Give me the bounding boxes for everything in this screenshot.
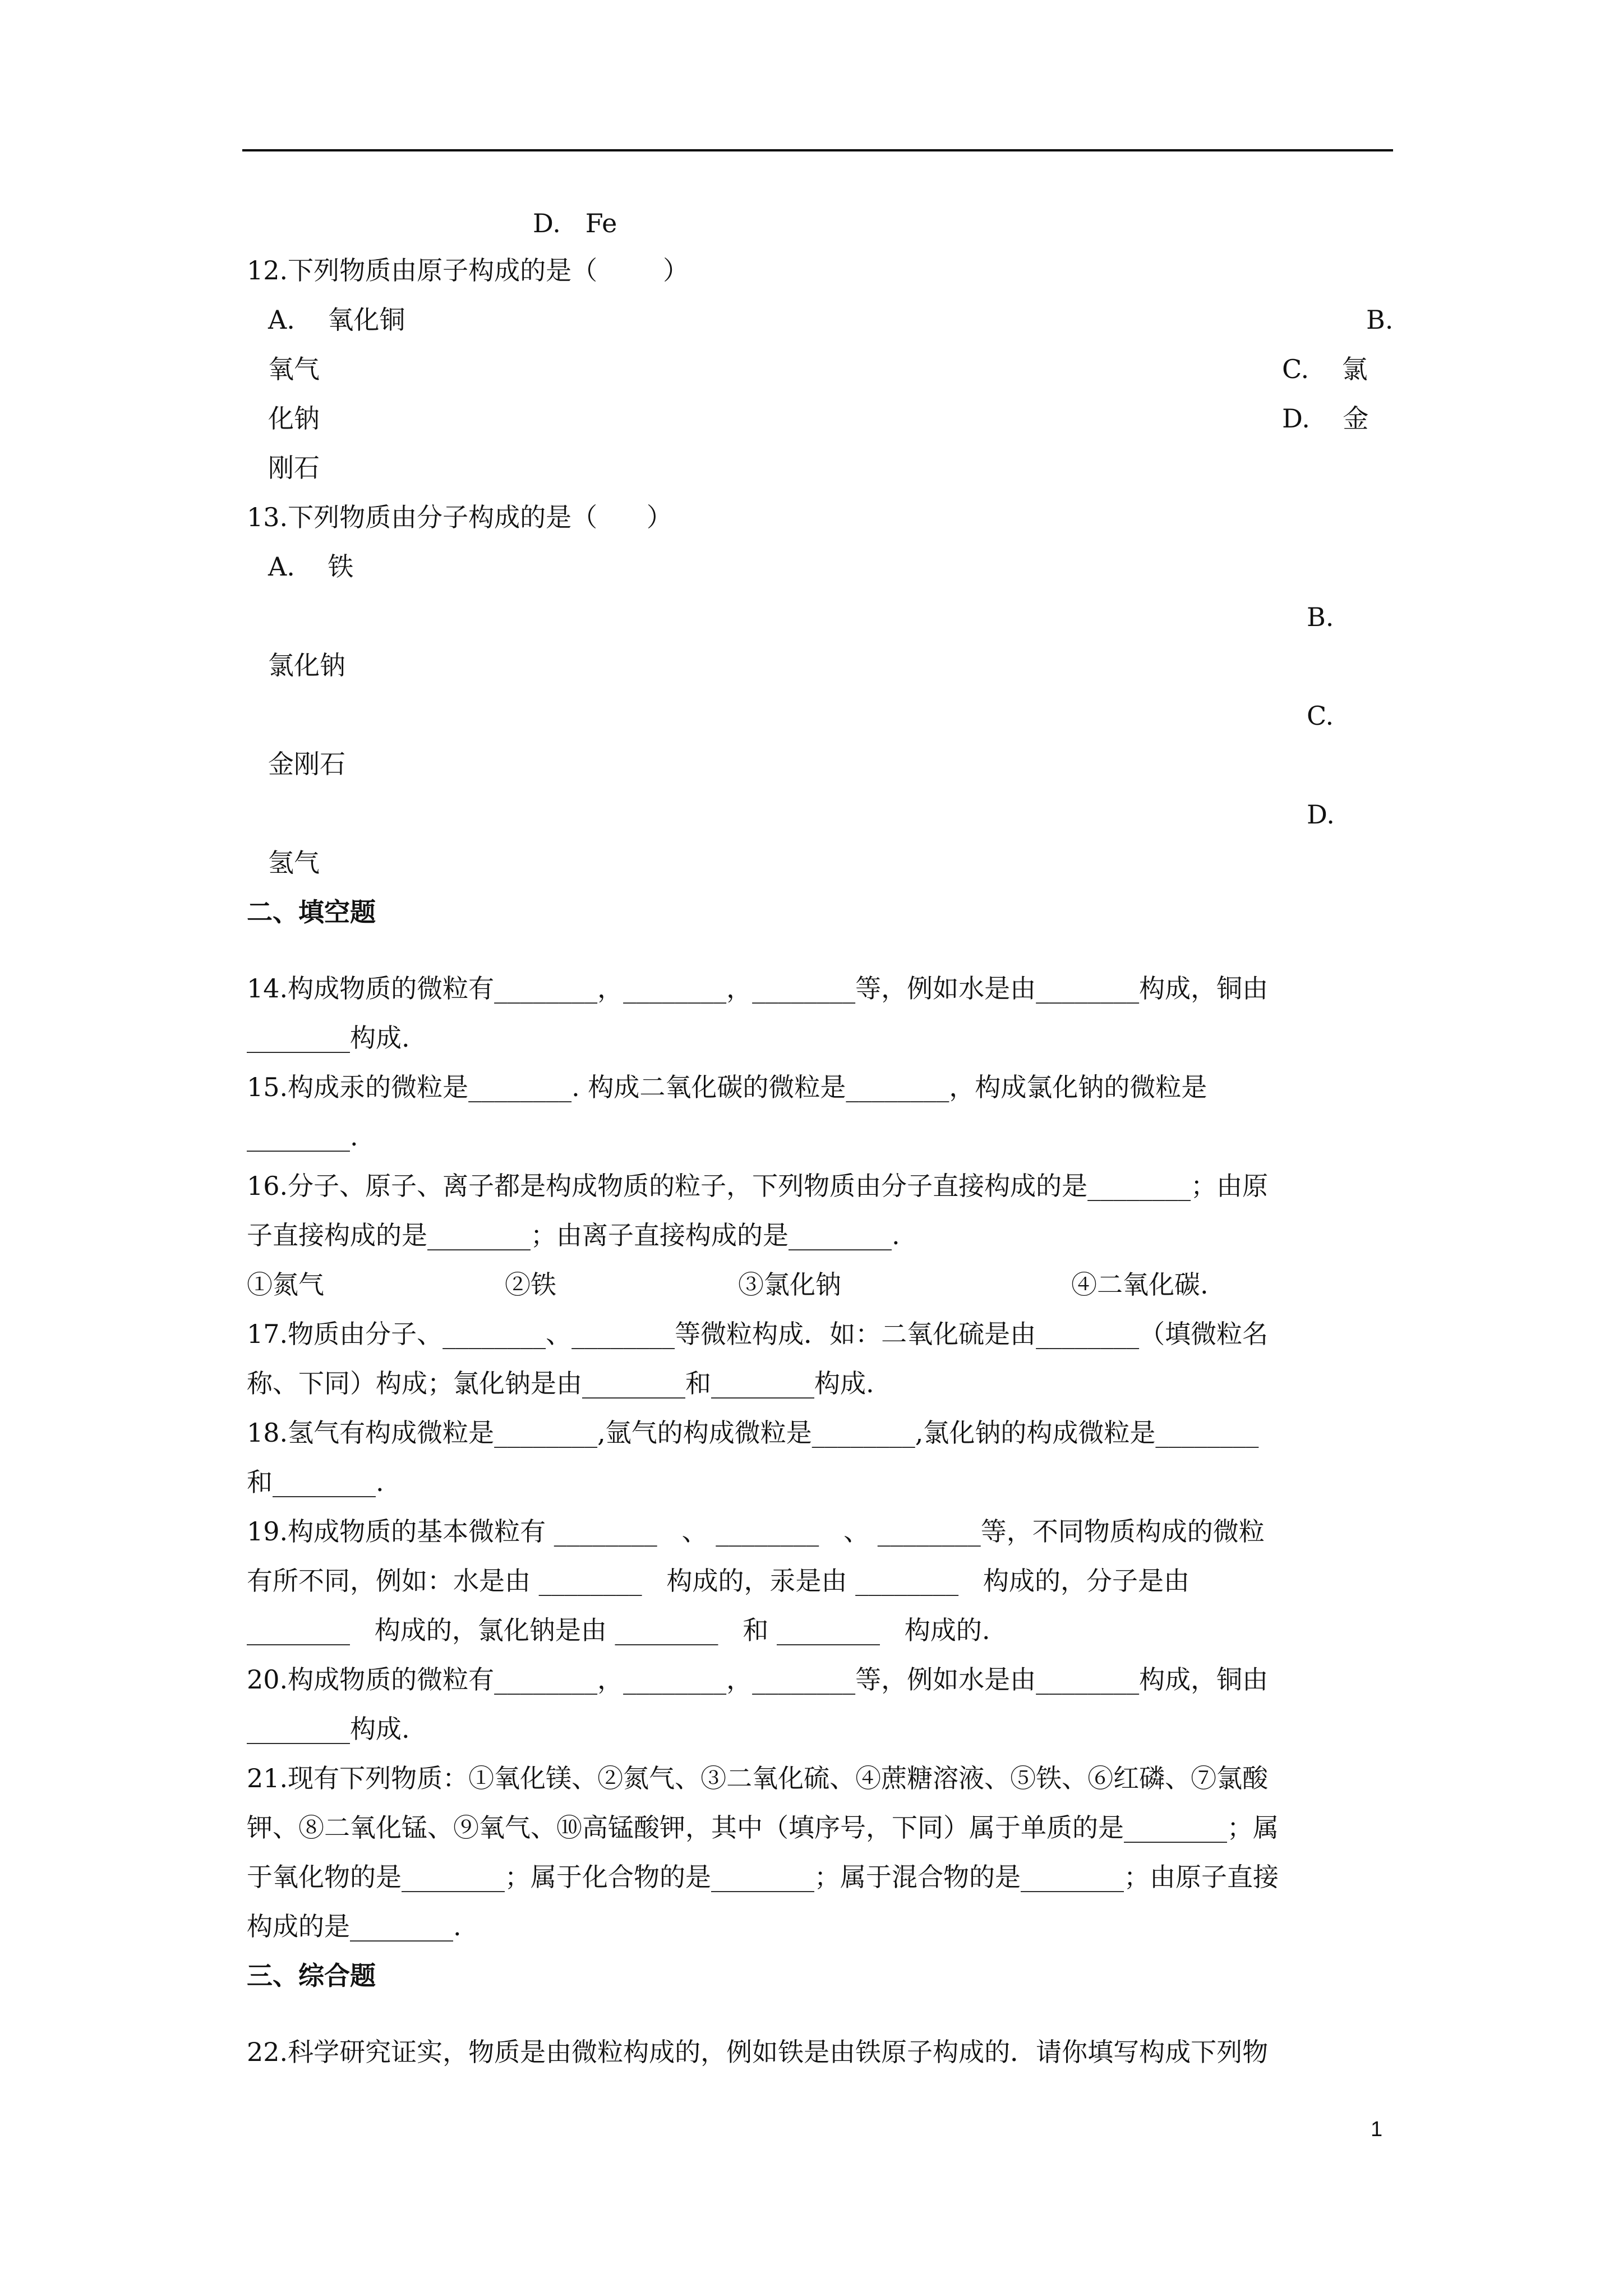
- page-number: 1: [1371, 2118, 1383, 2141]
- q21-line-2: 钾、⑧二氧化锰、⑨氧气、⑩高锰酸钾，其中（填序号，下同）属于单质的是________；属: [247, 1812, 1279, 1843]
- q12-option-c-text: 化钠: [268, 403, 320, 434]
- q14-line-2: ________构成.: [247, 1023, 410, 1053]
- q13-option-b-label: B.: [1307, 602, 1334, 632]
- q18-line-2: 和________.: [247, 1467, 384, 1497]
- q21-line-3: 于氧化物的是________；属于化合物的是________；属于混合物的是________；由原子直接: [247, 1862, 1279, 1892]
- q22-line-1: 22.科学研究证实，物质是由微粒构成的，例如铁是由铁原子构成的．请你填写构成下列物: [247, 2037, 1269, 2067]
- q13-stem: 13.下列物质由分子构成的是（ ）: [247, 502, 672, 532]
- q13-option-d-label: D.: [1307, 799, 1335, 830]
- q16-option-3: ③氯化钠: [738, 1269, 841, 1300]
- q13-option-b-text: 氯化钠: [268, 650, 345, 680]
- q12-option-c-label: C. 氯: [1282, 354, 1368, 384]
- q19-line-1: 19.构成物质的基本微粒有 ________ 、 ________ 、 ________等，不同物质构成的微粒: [247, 1516, 1265, 1547]
- q12-option-d-text: 刚石: [268, 453, 320, 483]
- q19-line-3: ________ 构成的，氯化钠是由 ________ 和 ________ 构成的.: [247, 1615, 990, 1645]
- q21-line-1: 21.现有下列物质：①氧化镁、②氮气、③二氧化硫、④蔗糖溶液、⑤铁、⑥红磷、⑦氯酸: [247, 1763, 1269, 1793]
- section-3-title: 三、综合题: [247, 1961, 376, 1991]
- q12-option-b-text: 氧气: [268, 354, 320, 384]
- header-rule: [242, 149, 1393, 151]
- q15-line-1: 15.构成汞的微粒是________. 构成二氧化碳的微粒是________，构成氯化钠的微粒是: [247, 1072, 1207, 1102]
- q11-option-d: D. Fe: [533, 208, 617, 238]
- q13-option-d-text: 氢气: [268, 848, 320, 878]
- q15-line-2: ________.: [247, 1121, 358, 1152]
- q12-option-a: A. 氧化铜: [268, 305, 405, 335]
- q12-stem: 12.下列物质由原子构成的是（ ）: [247, 255, 689, 286]
- q21-line-4: 构成的是________.: [247, 1911, 462, 1941]
- q12-option-d-label: D. 金: [1282, 403, 1369, 434]
- q20-line-1: 20.构成物质的微粒有________，________，________等，例如水是由________构成，铜由: [247, 1664, 1269, 1695]
- q16-line-2: 子直接构成的是________；由离子直接构成的是________.: [247, 1220, 900, 1250]
- q19-line-2: 有所不同，例如：水是由 ________ 构成的，汞是由 ________ 构成的，分子是由: [247, 1566, 1189, 1596]
- q16-option-2: ②铁: [505, 1269, 556, 1300]
- q12-option-b-label: B.: [1366, 305, 1394, 335]
- q17-line-1: 17.物质由分子、________、________等微粒构成．如：二氧化硫是由________（填微粒名: [247, 1319, 1269, 1349]
- q14-line-1: 14.构成物质的微粒有________，________，________等，例如水是由________构成，铜由: [247, 973, 1269, 1004]
- q18-line-1: 18.氢气有构成微粒是________,氩气的构成微粒是________,氯化钠的构成微粒是________: [247, 1418, 1259, 1448]
- section-2-title: 二、填空题: [247, 897, 376, 927]
- q16-option-4: ④二氧化碳.: [1071, 1269, 1209, 1300]
- q17-line-2: 称、下同）构成；氯化钠是由________和________构成.: [247, 1368, 874, 1398]
- q16-option-1: ①氮气: [247, 1269, 324, 1300]
- q13-option-c-text: 金刚石: [268, 749, 345, 779]
- q16-line-1: 16.分子、原子、离子都是构成物质的粒子，下列物质由分子直接构成的是________；由原: [247, 1171, 1269, 1201]
- q13-option-a: A. 铁: [268, 551, 354, 582]
- q20-line-2: ________构成.: [247, 1714, 410, 1744]
- q13-option-c-label: C.: [1307, 701, 1334, 731]
